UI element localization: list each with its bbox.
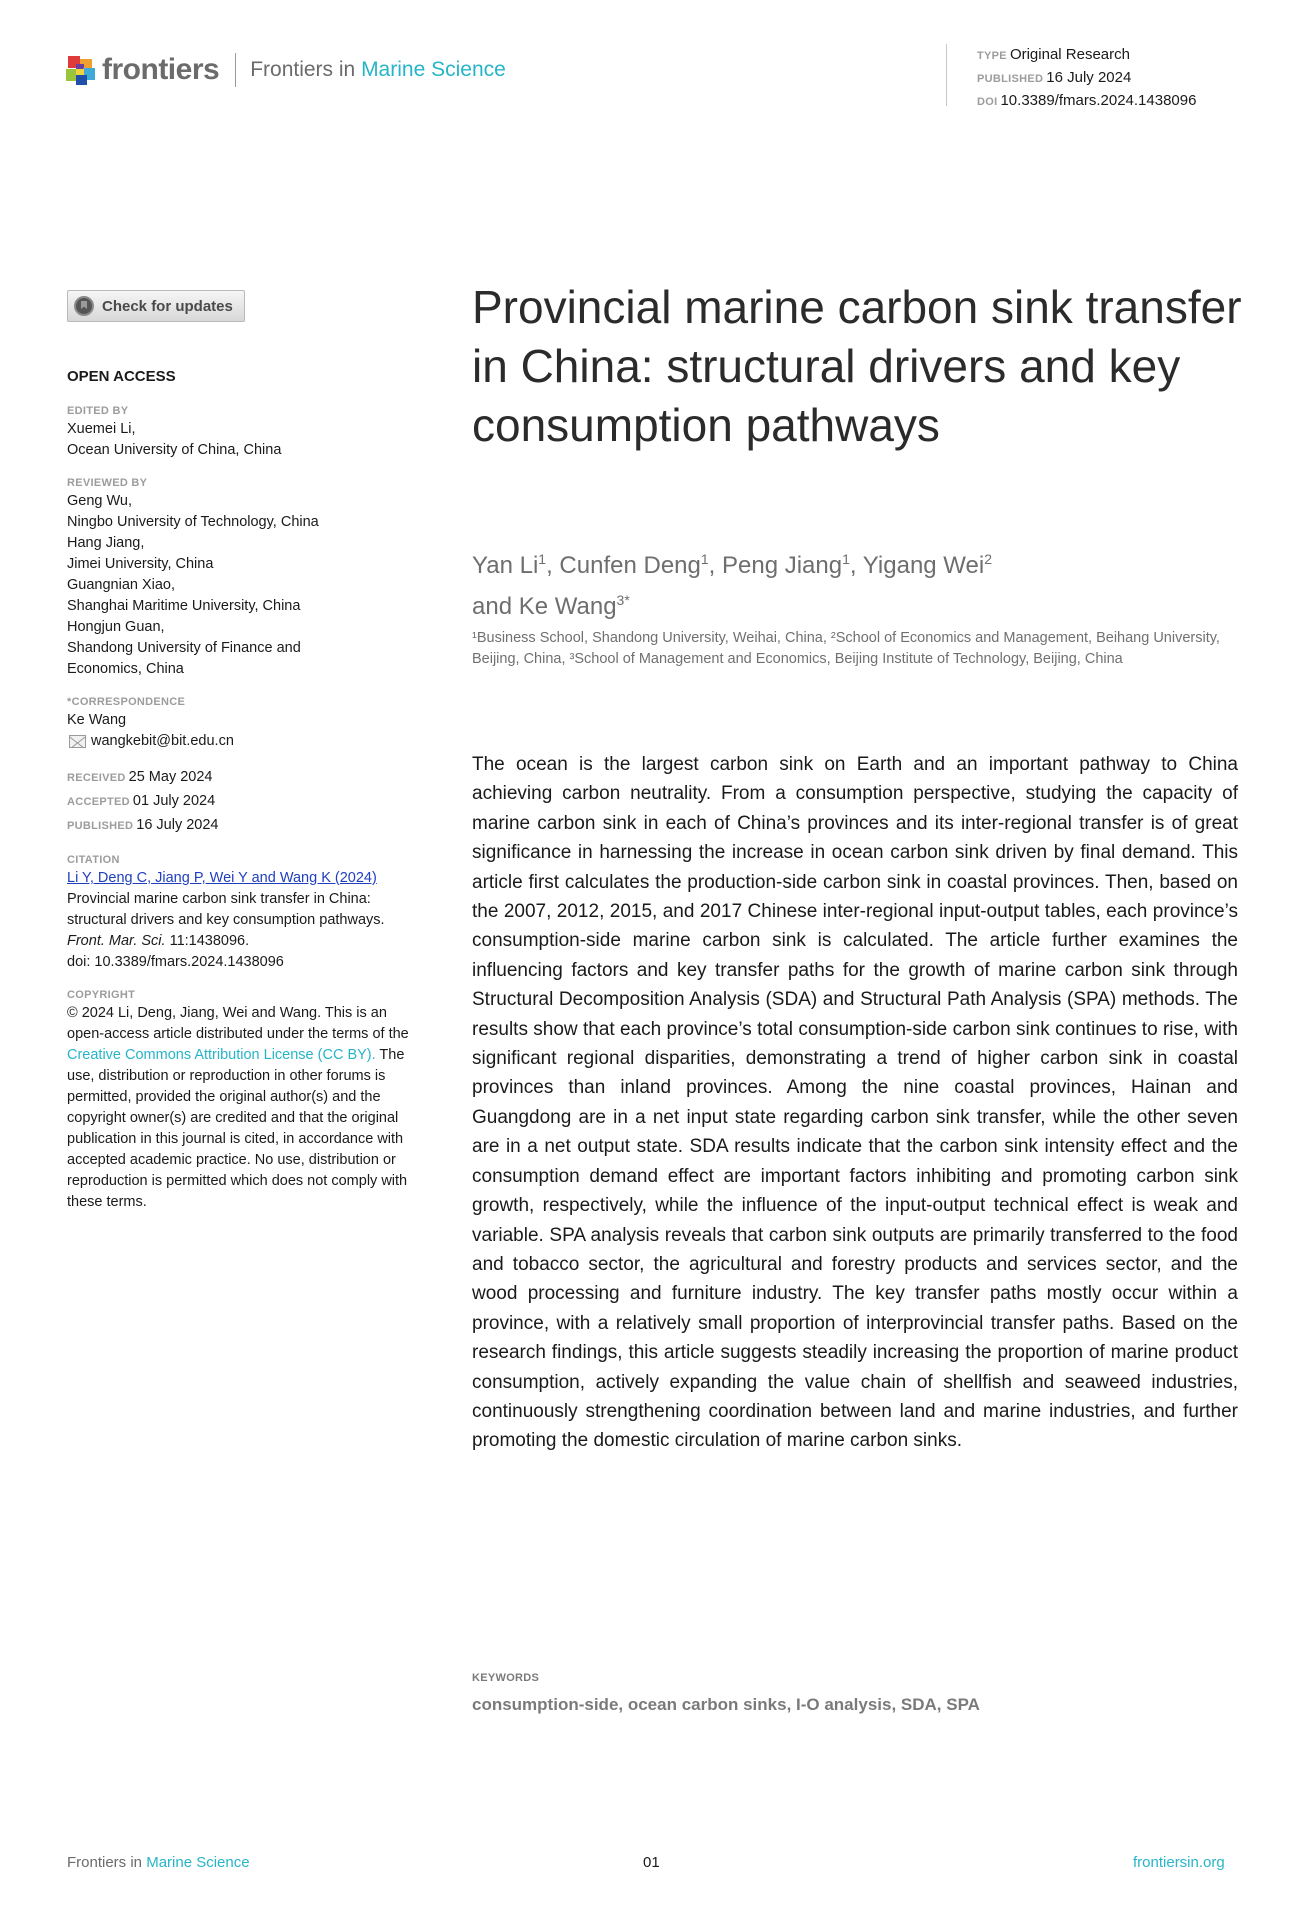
reviewed-by-label: REVIEWED BY (67, 477, 148, 489)
journal-name: Frontiers in Marine Science (250, 58, 506, 81)
keywords: consumption-side, ocean carbon sinks, I-O analysis, SDA, SPA (472, 1695, 980, 1714)
sidebar (67, 290, 417, 1213)
reviewer-line: Guangnian Xiao, (67, 577, 176, 593)
edited-by-list (67, 419, 417, 461)
bookmark-icon (74, 296, 94, 316)
reviewer-line: Hang Jiang, (67, 535, 145, 551)
citation-label: CITATION (67, 854, 120, 866)
reviewer-line: Economics, China (67, 661, 184, 677)
article-title: Provincial marine carbon sink transfer in China: structural drivers and key consumption pathways (472, 281, 1242, 451)
reviewer-line: Shandong University of Finance and (67, 640, 301, 656)
reviewer-line: Jimei University, China (67, 556, 214, 572)
author[interactable]: Yigang Wei$^2$ (862, 551, 992, 579)
mail-icon (69, 735, 86, 748)
open-access-label: OPEN ACCESS (67, 368, 176, 385)
keywords-label: KEYWORDS (472, 1672, 540, 1684)
license-link[interactable]: Creative Commons Attribution License (CC BY). (67, 1047, 376, 1063)
citation-link[interactable]: Li Y, Deng C, Jiang P, Wei Y and Wang K (2024) (67, 870, 377, 886)
article-type: TYPE Original Research (977, 46, 1130, 63)
author[interactable]: and Ke Wang$^{3*}$ (472, 592, 630, 620)
accepted-date: ACCEPTED 01 July 2024 (67, 793, 216, 809)
logo-wordmark: frontiers (102, 53, 220, 86)
page-number: 01 (643, 1854, 660, 1871)
dates (67, 766, 417, 838)
published-date-sidebar: PUBLISHED 16 July 2024 (67, 817, 219, 833)
editor-line: Xuemei Li, (67, 421, 136, 437)
author[interactable]: Peng Jiang$^1$ (722, 551, 850, 579)
frontiers-cube-icon (66, 54, 96, 86)
published-date: PUBLISHED 16 July 2024 (977, 69, 1132, 86)
footer-site-link[interactable]: frontiersin.org (1133, 1854, 1225, 1871)
affiliations: ¹Business School, Shandong University, Weihai, China, ²School of Economics and Management, Beihang University, Beijing, China, ³School of Management and Economics, Beijing Institute of Technology, Beijing, China (472, 630, 1220, 667)
footer-journal: Frontiers in Marine Science (67, 1854, 250, 1871)
reviewer-line: Hongjun Guan, (67, 619, 165, 635)
article-meta (946, 44, 1197, 109)
edited-by-label: EDITED BY (67, 405, 129, 417)
reviewer-line: Ningbo University of Technology, China (67, 514, 319, 530)
copyright-text: © 2024 Li, Deng, Jiang, Wei and Wang. This is an open-access article distributed under the terms of the Creative Commons Attribution License (CC BY). The use, distribution or reproduction in other forums is permitted, provided the original author(s) and the copyright owner(s) are credited and that the original publication in this journal is cited, in accordance with accepted academic practice. No use, distribution or reproduction is permitted which does not comply with these terms. (67, 1005, 409, 1210)
check-for-updates-button[interactable]: Check for updates (67, 290, 245, 322)
doi[interactable]: DOI 10.3389/fmars.2024.1438096 (977, 92, 1197, 109)
reviewed-by-list (67, 491, 417, 680)
logo-divider (235, 53, 236, 87)
reviewer-line: Geng Wu, (67, 493, 133, 509)
author-list: Yan Li$^1$, Cunfen Deng$^1$, Peng Jiang$^1$, Yigang Wei$^2$ and Ke Wang$^{3*}$ (472, 551, 992, 620)
correspondence-email[interactable]: wangkebit@bit.edu.cn (67, 731, 417, 752)
frontiers-logo[interactable] (66, 52, 506, 88)
received-date: RECEIVED 25 May 2024 (67, 769, 213, 785)
abstract: The ocean is the largest carbon sink on Earth and an important pathway to China achieving carbon neutrality. From a consumption perspective, studying the capacity of marine carbon sink in each of China’s provinces and its inter-regional transfer is of great significance in harnessing the increase in ocean carbon sink driven by final demand. This article first calculates the production-side carbon sink in coastal provinces. Then, based on the 2007, 2012, 2015, and 2017 Chinese inter-regional input-output tables, each province’s consumption-side marine carbon sink is calculated. The article further examines the influencing factors and key transfer paths for the growth of marine carbon sink through Structural Decomposition Analysis (SDA) and Structural Path Analysis (SPA) methods. The results show that each province’s total consumption-side carbon sink continues to rise, with significant regional disparities, demonstrating a trend of higher carbon sink in coastal provinces than inland provinces. Among the nine coastal provinces, Hainan and Guangdong are in a net input state regarding carbon sink transfer, while the other seven are in a net output state. SDA results indicate that the carbon sink intensity effect and the consumption demand effect are important factors inhibiting and promoting carbon sink growth, respectively, while the influence of the input-output technical effect is weak and variable. SPA analysis reveals that carbon sink outputs are primarily transferred to the food and tobacco sector, the agricultural and forestry products and services sector, and the wood processing and furniture industry. The key transfer paths mostly occur within a province, with a relatively small proportion of interprovincial transfer paths. Based on the research findings, this article suggests steadily increasing the proportion of marine product consumption, actively expanding the value chain of shellfish and seaweed industries, continuously strengthening coordination between land and marine industries, and further promoting the domestic circulation of marine carbon sinks. (472, 754, 1238, 1452)
citation: Li Y, Deng C, Jiang P, Wei Y and Wang K (2024) Provincial marine carbon sink transfer in China: structural drivers and key consumption pathways. Front. Mar. Sci. 11:1438096. doi: 10.3389/fmars.2024.1438096 (67, 870, 385, 970)
reviewer-line: Shanghai Maritime University, China (67, 598, 301, 614)
correspondence-name: Ke Wang (67, 712, 127, 728)
author[interactable]: Yan Li$^1$ (472, 551, 547, 579)
correspondence-label: *CORRESPONDENCE (67, 696, 186, 708)
author[interactable]: Cunfen Deng$^1$ (559, 551, 709, 579)
copyright-label: COPYRIGHT (67, 989, 136, 1001)
editor-line: Ocean University of China, China (67, 442, 282, 458)
